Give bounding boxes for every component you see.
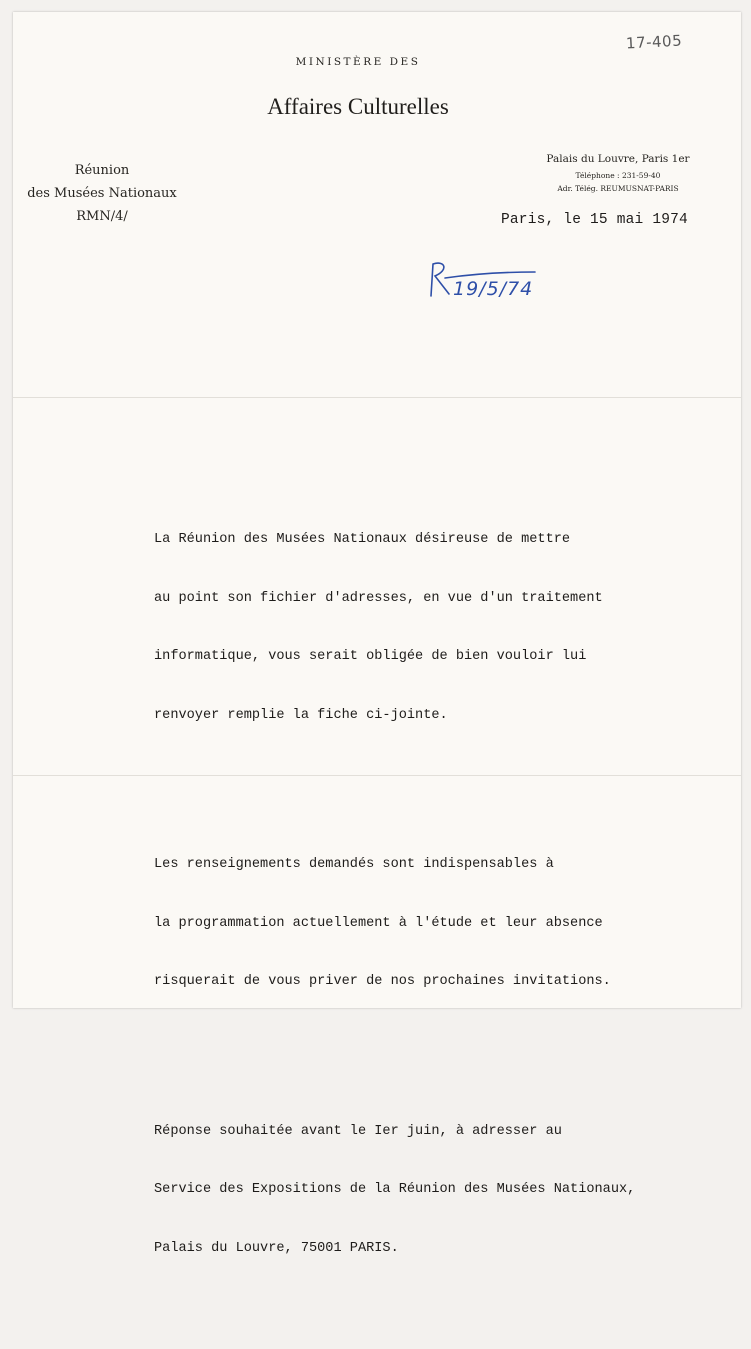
letter-date: Paris, le 15 mai 1974 (501, 212, 688, 228)
body-line: informatique, vous serait obligée de bien vouloir lui (154, 649, 587, 664)
ministry-label: MINISTÈRE DES (295, 56, 421, 68)
body-line: renvoyer remplie la fiche ci-jointe. (154, 707, 448, 723)
letter-body (154, 452, 744, 1349)
sender-block (13, 159, 191, 228)
sender-line1: Réunion (74, 163, 130, 178)
letter-page (13, 12, 741, 1256)
body-line: Les renseignements demandés sont indispensables à (154, 857, 554, 872)
body-line: Palais du Louvre, 75001 PARIS. (154, 1240, 399, 1256)
handwritten-annotation (423, 254, 573, 314)
address-palace: Palais du Louvre, Paris 1er (546, 153, 690, 165)
fold-line-upper (13, 397, 741, 398)
address-telegram: Adr. Télég. REUMUSNAT-PARIS (557, 184, 679, 193)
sender-line2: des Musées Nationaux (27, 186, 177, 201)
sender-reference: RMN/4/ (76, 209, 128, 224)
address-phone: Téléphone : 231-59-40 (575, 171, 661, 180)
body-line: Service des Expositions de la Réunion des Musées Nationaux, (154, 1182, 636, 1197)
archive-number: 17-405 (625, 31, 683, 53)
body-line: la programmation actuellement à l'étude et leur absence (154, 915, 603, 931)
paragraph-2 (154, 816, 744, 1031)
paragraph-1 (154, 491, 744, 764)
address-block (523, 153, 713, 195)
body-line: au point son fichier d'adresses, en vue d'un traitement (154, 590, 603, 606)
body-line: risquerait de vous priver de nos prochaines invitations. (154, 974, 611, 989)
body-line: Réponse souhaitée avant le Ier juin, à adresser au (154, 1123, 562, 1139)
annotation-date: 19/5/74 (453, 278, 534, 300)
body-line: La Réunion des Musées Nationaux désireuse de mettre (154, 532, 571, 547)
paragraph-3 (154, 1083, 744, 1298)
ministry-title: Affaires Culturelles (267, 94, 449, 119)
